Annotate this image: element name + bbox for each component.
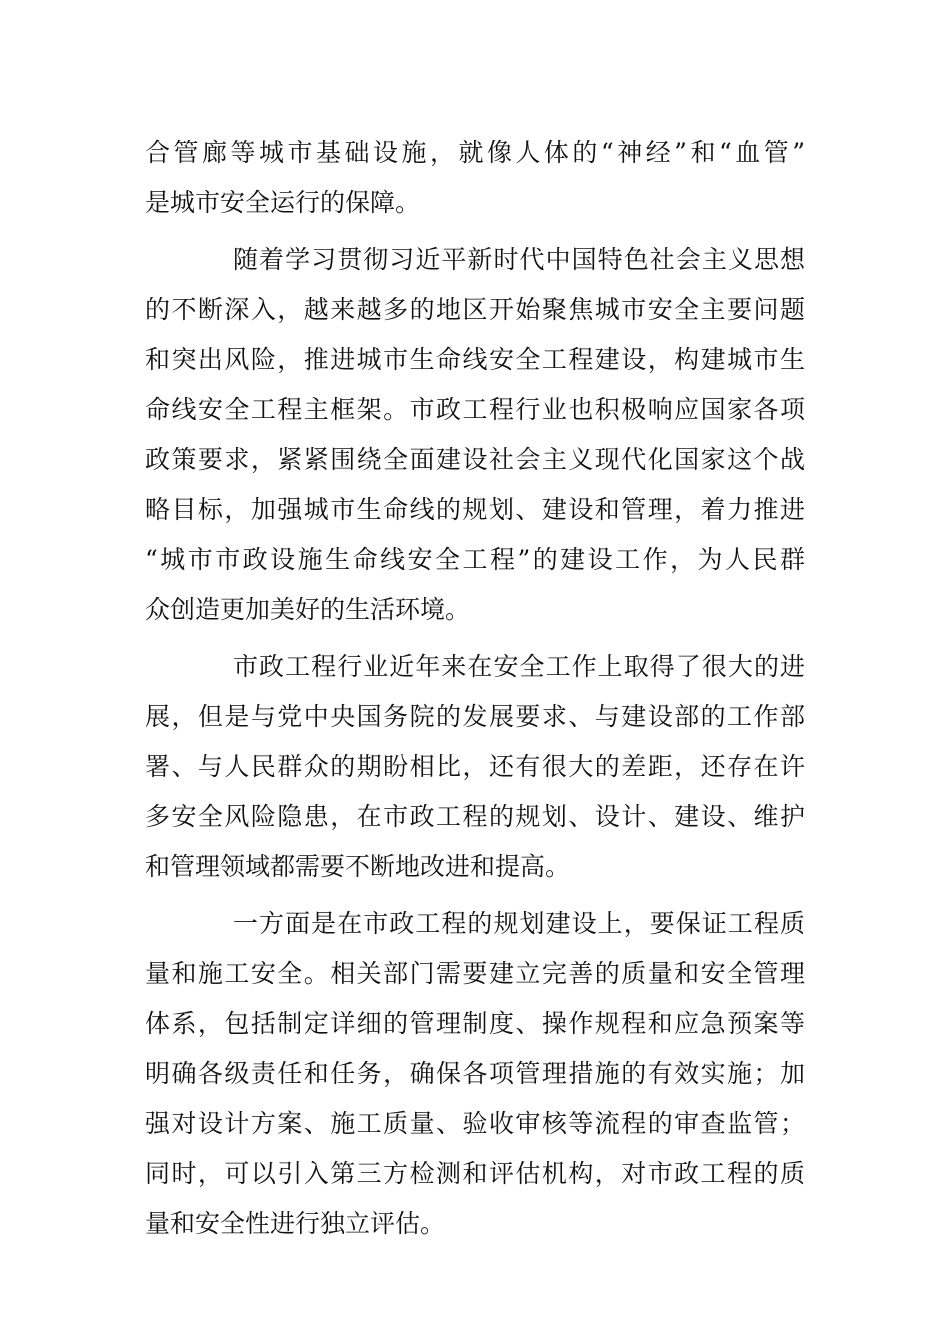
text-line: 明确各级责任和任务，确保各项管理措施的有效实施；加: [145, 1059, 805, 1088]
text-line: 强对设计方案、施工质量、验收审核等流程的审查监管；: [145, 1109, 805, 1138]
text-line: 略目标，加强城市生命线的规划、建设和管理，着力推进: [145, 495, 805, 524]
text-line: 随着学习贯彻习近平新时代中国特色社会主义思想: [233, 245, 805, 274]
text-line: 量和施工安全。相关部门需要建立完善的质量和安全管理: [145, 959, 805, 988]
text-line: 命线安全工程主框架。市政工程行业也积极响应国家各项: [145, 395, 805, 424]
text-line: 和管理领域都需要不断地改进和提高。: [145, 852, 571, 881]
text-line: 体系，包括制定详细的管理制度、操作规程和应急预案等: [145, 1009, 805, 1038]
text-line: 合管廊等城市基础设施，就像人体的“神经”和“血管”: [145, 138, 805, 167]
text-line: “城市市政设施生命线安全工程”的建设工作，为人民群: [145, 545, 805, 574]
text-line: 一方面是在市政工程的规划建设上，要保证工程质: [233, 909, 805, 938]
text-line: 多安全风险隐患，在市政工程的规划、设计、建设、维护: [145, 802, 805, 831]
paragraph: [145, 128, 805, 228]
text-line: 展，但是与党中央国务院的发展要求、与建设部的工作部: [145, 702, 805, 731]
text-line: 众创造更加美好的生活环境。: [145, 595, 471, 624]
paragraph: [145, 642, 805, 892]
paragraph: [145, 235, 805, 635]
text-line: 量和安全性进行独立评估。: [145, 1209, 446, 1238]
text-line: 署、与人民群众的期盼相比，还有很大的差距，还存在许: [145, 752, 805, 781]
text-line: 的不断深入，越来越多的地区开始聚焦城市安全主要问题: [145, 295, 805, 324]
text-line: 市政工程行业近年来在安全工作上取得了很大的进: [233, 652, 805, 681]
text-line: 和突出风险，推进城市生命线安全工程建设，构建城市生: [145, 345, 805, 374]
document-body: [145, 128, 805, 1249]
text-line: 是城市安全运行的保障。: [145, 188, 421, 217]
paragraph: [145, 899, 805, 1249]
text-line: 同时，可以引入第三方检测和评估机构，对市政工程的质: [145, 1159, 805, 1188]
text-line: 政策要求，紧紧围绕全面建设社会主义现代化国家这个战: [145, 445, 805, 474]
